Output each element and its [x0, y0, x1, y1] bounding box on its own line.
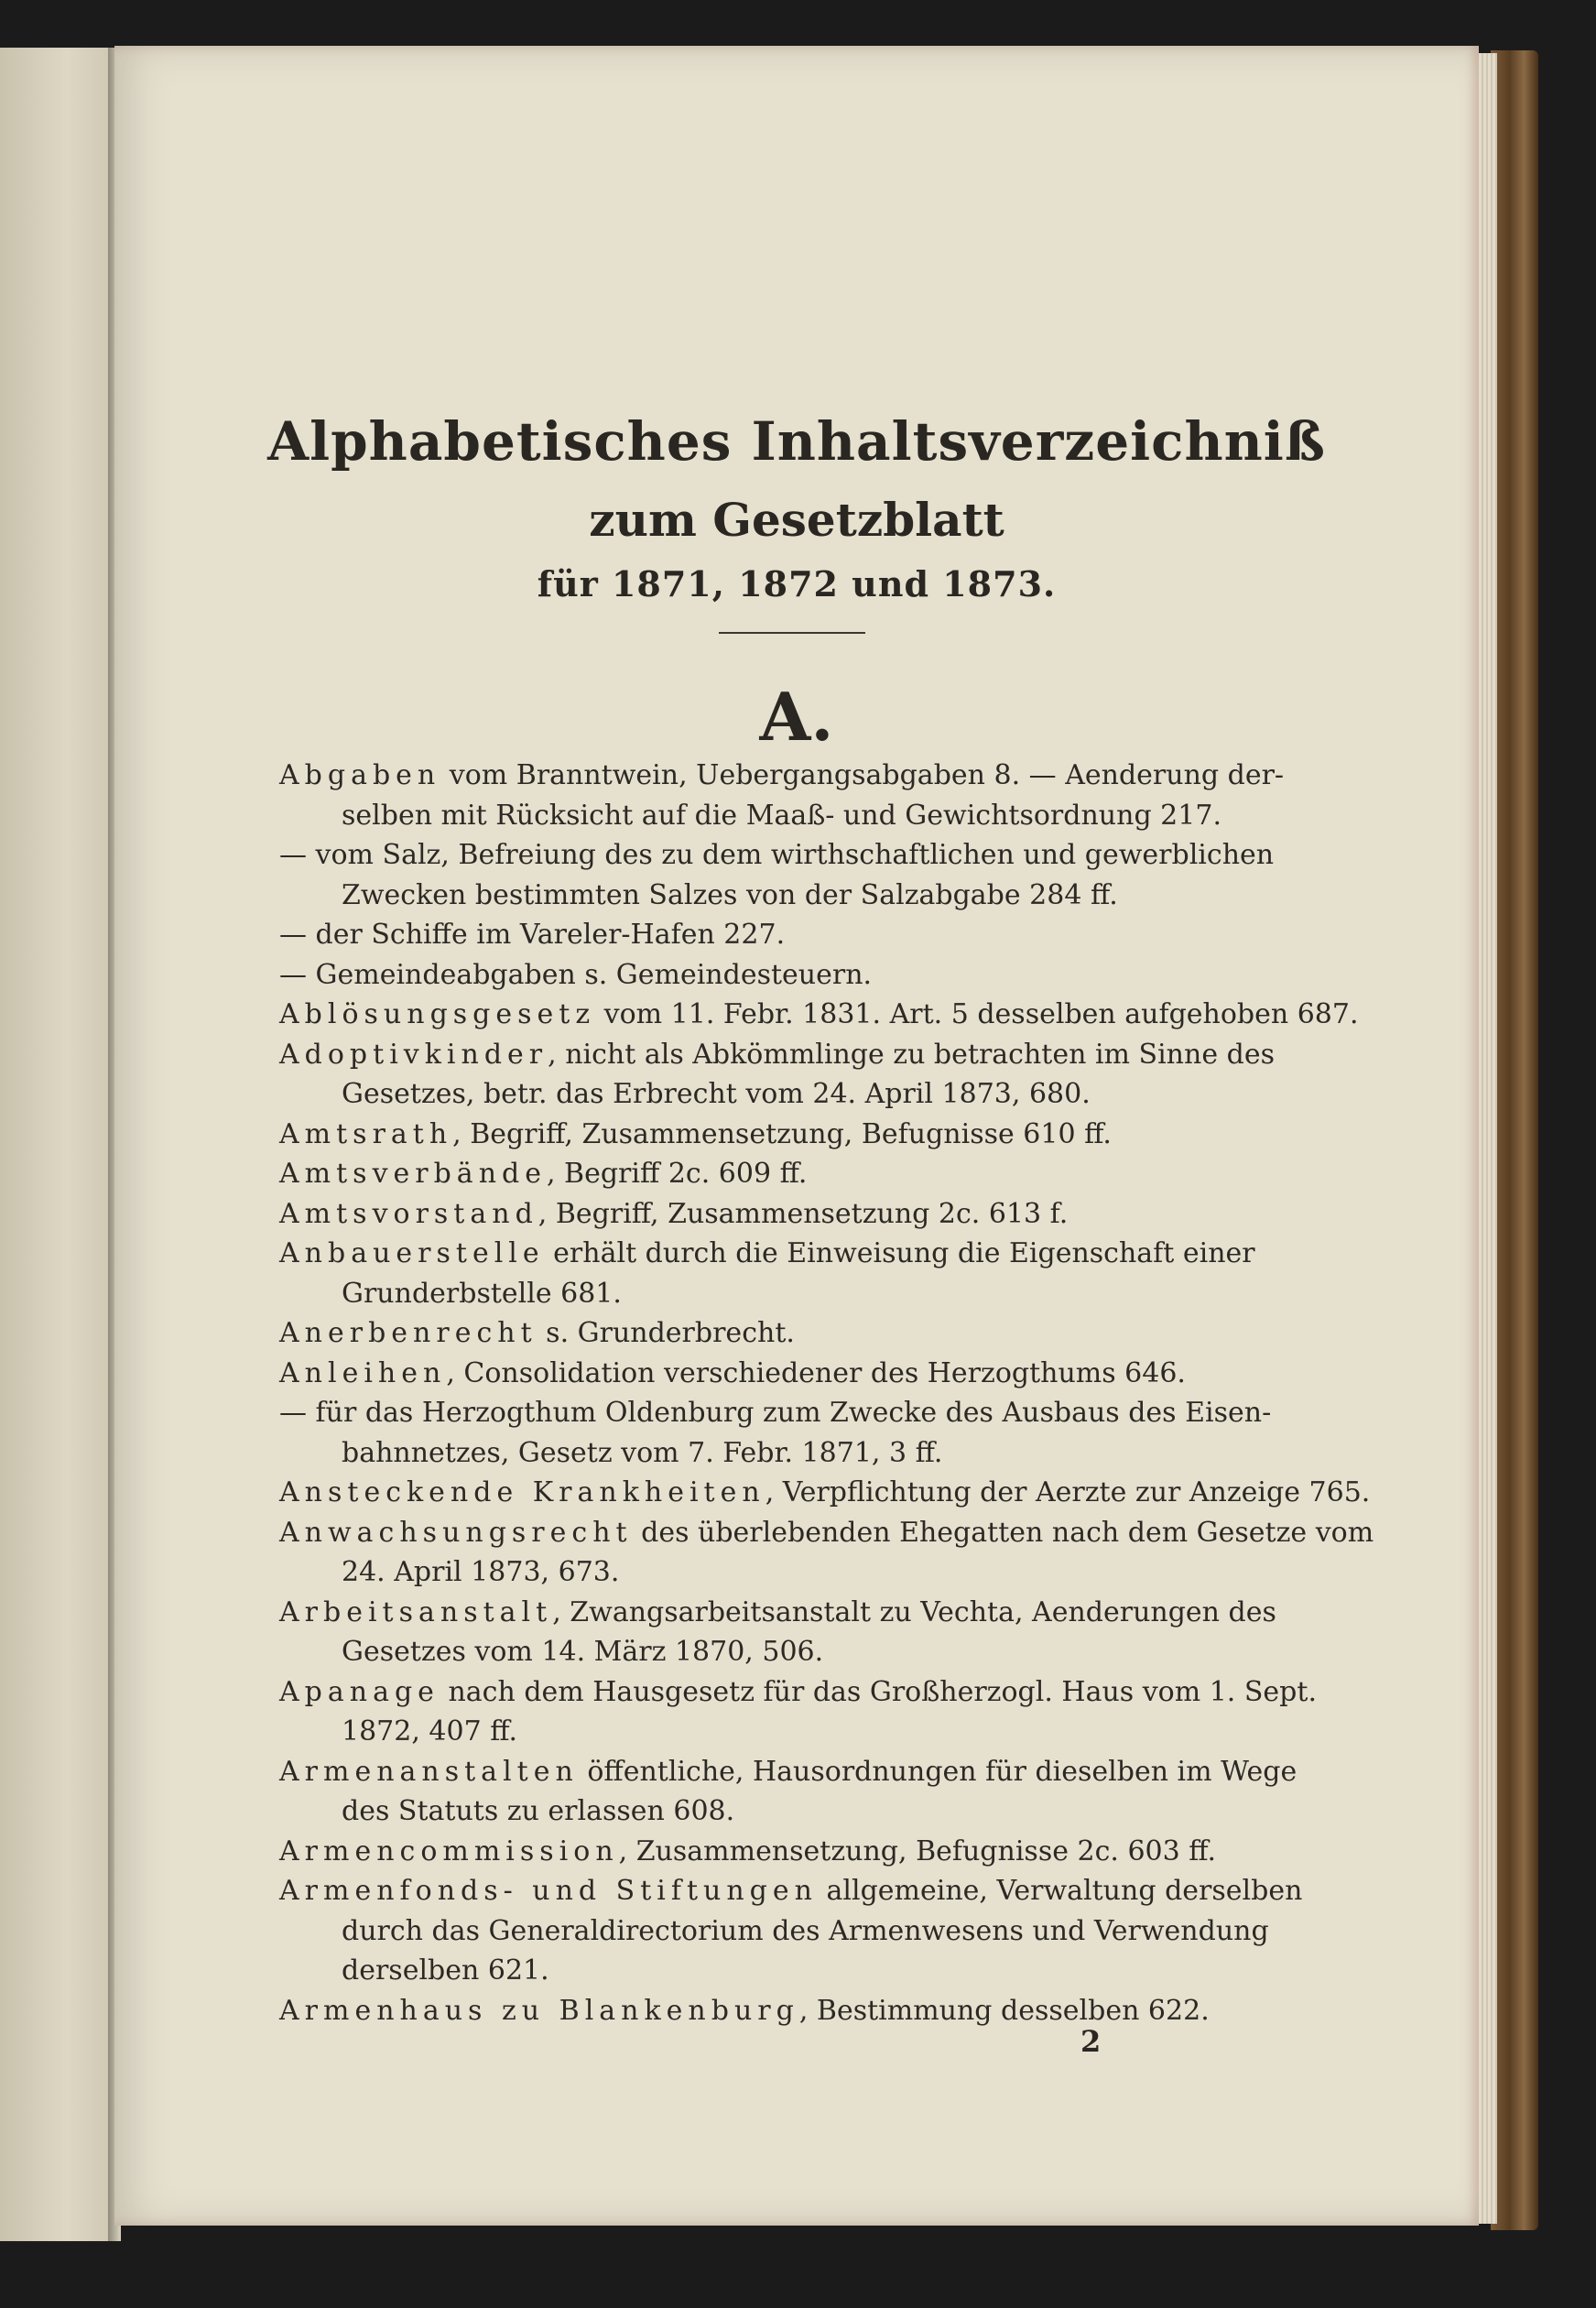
- index-years: für 1871, 1872 und 1873.: [537, 563, 1057, 604]
- entry-text: — vom Salz, Befreiung des zu dem wirthschaftlichen und gewerblichen: [279, 839, 1275, 871]
- index-entry-line: [279, 1074, 1360, 1115]
- entry-text: des überlebenden Ehegatten nach dem Gesetze vom: [632, 1516, 1374, 1549]
- entry-keyword: Anwachsungsrecht: [279, 1516, 633, 1549]
- index-entry-line: [279, 1712, 1360, 1752]
- index-entry-line: [279, 1154, 1360, 1194]
- index-entry-line: [279, 1234, 1360, 1274]
- entry-keyword: Ansteckende Krankheiten: [279, 1476, 765, 1508]
- index-entry-line: [279, 1274, 1360, 1314]
- entry-keyword: Abgaben: [279, 759, 441, 791]
- index-entry-line: [279, 1593, 1360, 1633]
- index-entry-line: [279, 1791, 1360, 1832]
- entry-text: vom 11. Febr. 1831. Art. 5 desselben aufgehoben 687.: [595, 998, 1359, 1030]
- entry-text: durch das Generaldirectorium des Armenwesens und Verwendung: [342, 1914, 1269, 1947]
- entry-text: , Verpflichtung der Aerzte zur Anzeige 765.: [765, 1476, 1371, 1508]
- entry-text: öffentliche, Hausordnungen für dieselben im Wege: [578, 1755, 1297, 1788]
- entry-keyword: Amtsverbände: [279, 1158, 547, 1190]
- entry-text: , Begriff 2c. 609 ff.: [546, 1158, 808, 1190]
- entry-text: , Bestimmung desselben 622.: [798, 1994, 1210, 2027]
- index-entry-line: [279, 1752, 1360, 1792]
- entry-keyword: Anerbenrecht: [279, 1317, 537, 1349]
- entry-text: Gesetzes vom 14. März 1870, 506.: [342, 1636, 824, 1668]
- entry-text: erhält durch die Einweisung die Eigenschaft einer: [544, 1237, 1255, 1269]
- index-entry-line: [279, 995, 1360, 1035]
- entry-text: Zwecken bestimmten Salzes von der Salzabgabe 284 ff.: [342, 878, 1118, 911]
- index-entry-line: [279, 955, 1360, 996]
- book-page: [114, 46, 1479, 2226]
- index-entry-line: [279, 1871, 1360, 1911]
- index-entry-line: [279, 1115, 1360, 1155]
- index-entry-line: [279, 1991, 1360, 2031]
- entry-keyword: Apanage: [279, 1675, 440, 1708]
- index-entry-line: [279, 1194, 1360, 1235]
- index-entry-line: [279, 1552, 1360, 1593]
- index-entry-line: [279, 1035, 1360, 1075]
- entry-text: , Consolidation verschiedener des Herzogthums 646.: [446, 1356, 1186, 1389]
- entry-text: — Gemeindeabgaben s. Gemeindesteuern.: [279, 958, 873, 991]
- entry-text: , Zwangsarbeitsanstalt zu Vechta, Aenderungen des: [552, 1595, 1276, 1628]
- index-entry-line: [279, 1951, 1360, 1991]
- entry-text: s. Grunderbrecht.: [537, 1317, 795, 1349]
- index-entry-line: [279, 1672, 1360, 1713]
- title-divider: [719, 632, 865, 634]
- entry-keyword: Armenhaus zu Blankenburg: [279, 1994, 799, 2027]
- entry-keyword: Ablösungsgesetz: [279, 998, 596, 1030]
- entry-text: — für das Herzogthum Oldenburg zum Zwecke des Ausbaus des Eisen-: [279, 1397, 1272, 1429]
- entry-text: 1872, 407 ff.: [342, 1715, 517, 1747]
- entry-keyword: Adoptivkinder: [279, 1038, 548, 1071]
- entry-text: allgemeine, Verwaltung derselben: [817, 1875, 1303, 1907]
- entry-text: Grunderbstelle 681.: [342, 1277, 622, 1310]
- section-letter: A.: [759, 678, 834, 756]
- entry-text: selben mit Rücksicht auf die Maaß- und Gewichtsordnung 217.: [342, 799, 1221, 832]
- entry-text: vom Branntwein, Uebergangsabgaben 8. — Aenderung der-: [440, 759, 1285, 791]
- index-entry-line: [279, 1354, 1360, 1394]
- entry-text: , nicht als Abkömmlinge zu betrachten im Sinne des: [548, 1038, 1275, 1071]
- entry-keyword: Amtsvorstand: [279, 1197, 538, 1230]
- index-entry-line: [279, 1911, 1360, 1952]
- index-entry-line: [279, 1433, 1360, 1474]
- index-entry-line: [279, 915, 1360, 955]
- entry-keyword: Armenfonds- und Stiftungen: [279, 1875, 818, 1907]
- index-entry-line: [279, 876, 1360, 916]
- entry-text: , Zusammensetzung, Befugnisse 2c. 603 ff.: [618, 1834, 1217, 1867]
- index-entry-line: [279, 1632, 1360, 1672]
- book-cover-edge: [1491, 50, 1538, 2230]
- index-title: Alphabetisches Inhaltsverzeichniß: [267, 410, 1326, 473]
- left-page-edge: [0, 48, 114, 2241]
- entry-keyword: Armenanstalten: [279, 1755, 579, 1788]
- entry-keyword: Anbauerstelle: [279, 1237, 545, 1269]
- entry-keyword: Armencommission: [279, 1834, 619, 1867]
- index-entry-line: [279, 1513, 1374, 1553]
- index-entry-line: [279, 1832, 1360, 1872]
- index-entry-line: [279, 1313, 1360, 1354]
- entry-keyword: Anleihen: [279, 1356, 447, 1389]
- index-entry-line: [279, 756, 1360, 796]
- entry-text: des Statuts zu erlassen 608.: [342, 1795, 735, 1827]
- entry-text: derselben 621.: [342, 1954, 549, 1987]
- index-subtitle: zum Gesetzblatt: [589, 493, 1004, 547]
- index-entry-line: [279, 1473, 1371, 1513]
- page-number: 2: [1080, 2024, 1102, 2059]
- index-entry-line: [279, 1393, 1360, 1433]
- entry-text: , Begriff, Zusammensetzung 2c. 613 f.: [537, 1197, 1069, 1230]
- entry-text: 24. April 1873, 673.: [342, 1556, 620, 1588]
- entry-text: , Begriff, Zusammensetzung, Befugnisse 610 ff.: [452, 1117, 1112, 1150]
- entry-keyword: Arbeitsanstalt: [279, 1595, 553, 1628]
- index-entry-line: [279, 835, 1360, 876]
- entry-text: Gesetzes, betr. das Erbrecht vom 24. April 1873, 680.: [342, 1078, 1091, 1110]
- index-entry-line: [279, 796, 1360, 836]
- index-entries: [279, 756, 1374, 2030]
- entry-keyword: Amtsrath: [279, 1117, 453, 1150]
- entry-text: — der Schiffe im Vareler-Hafen 227.: [279, 919, 786, 951]
- entry-text: nach dem Hausgesetz für das Großherzogl. Haus vom 1. Sept.: [439, 1675, 1317, 1708]
- entry-text: bahnnetzes, Gesetz vom 7. Febr. 1871, 3 ff.: [342, 1436, 943, 1469]
